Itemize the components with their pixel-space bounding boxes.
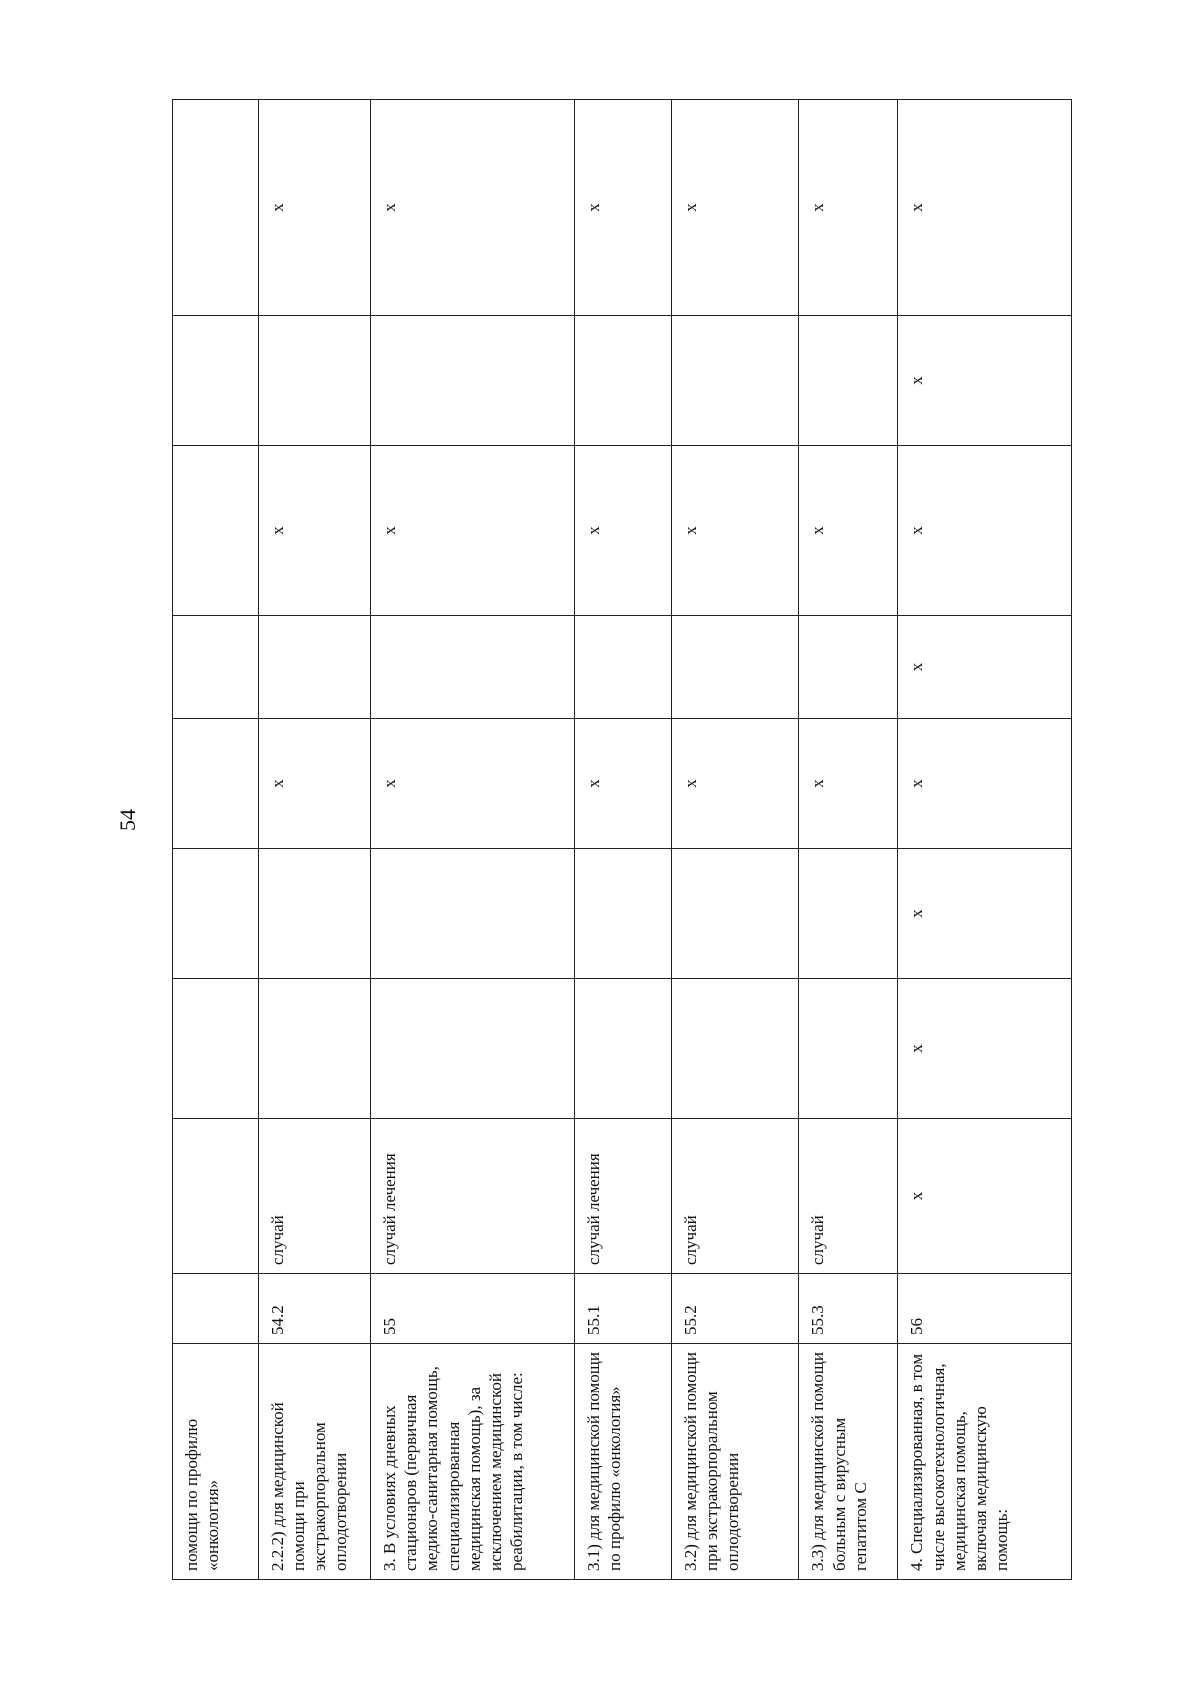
row-number-cell: 55 <box>370 1274 574 1344</box>
value-cell: х <box>258 719 370 849</box>
table-row <box>799 100 898 1580</box>
table-row <box>258 100 370 1580</box>
row-number-cell <box>173 1274 259 1344</box>
table-row <box>173 100 259 1580</box>
value-cell <box>671 979 798 1119</box>
value-cell: х <box>898 316 1072 446</box>
value-cell <box>575 849 672 979</box>
value-cell <box>173 849 259 979</box>
value-cell <box>370 616 574 719</box>
value-cell <box>173 316 259 446</box>
value-cell <box>799 849 898 979</box>
row-name-cell: 3.3) для медицинской помощи больным с вирусным гепатитом С <box>799 1344 898 1580</box>
value-cell: х <box>898 616 1072 719</box>
row-name-cell: 3. В условиях дневных стационаров (первичная медико-санитарная помощь, специализированная медицинская помощь), за исключением медицинской реабилитации, в том числе: <box>370 1344 574 1580</box>
value-cell <box>370 316 574 446</box>
value-cell <box>370 849 574 979</box>
unit-cell: х <box>898 1119 1072 1274</box>
value-cell <box>258 616 370 719</box>
table-row <box>575 100 672 1580</box>
row-number-cell: 55.1 <box>575 1274 672 1344</box>
value-cell <box>575 616 672 719</box>
row-number-cell: 55.2 <box>671 1274 798 1344</box>
row-name-cell: 2.2.2) для медицинской помощи при экстракорпоральном оплодотворении <box>258 1344 370 1580</box>
row-number-cell: 55.3 <box>799 1274 898 1344</box>
value-cell: х <box>671 446 798 616</box>
unit-cell: случай лечения <box>370 1119 574 1274</box>
table-row <box>671 100 798 1580</box>
value-cell: х <box>799 446 898 616</box>
value-cell <box>671 849 798 979</box>
value-cell: х <box>898 719 1072 849</box>
value-cell <box>671 316 798 446</box>
data-table <box>172 99 1072 1580</box>
value-cell: х <box>575 100 672 316</box>
value-cell: х <box>258 446 370 616</box>
page-number: 54 <box>115 809 140 831</box>
row-number-cell: 56 <box>898 1274 1072 1344</box>
value-cell <box>173 446 259 616</box>
value-cell: х <box>898 979 1072 1119</box>
value-cell <box>173 979 259 1119</box>
table-row <box>898 100 1072 1580</box>
value-cell <box>173 100 259 316</box>
value-cell <box>799 316 898 446</box>
value-cell <box>258 979 370 1119</box>
value-cell: х <box>370 446 574 616</box>
unit-cell: случай лечения <box>575 1119 672 1274</box>
value-cell: х <box>575 719 672 849</box>
value-cell: х <box>370 719 574 849</box>
row-name-cell: 3.2) для медицинской помощи при экстракорпоральном оплодотворении <box>671 1344 798 1580</box>
table-row <box>370 100 574 1580</box>
value-cell: х <box>671 100 798 316</box>
value-cell: х <box>799 100 898 316</box>
value-cell: х <box>671 719 798 849</box>
value-cell: х <box>898 446 1072 616</box>
value-cell: х <box>258 100 370 316</box>
value-cell <box>370 979 574 1119</box>
value-cell: х <box>799 719 898 849</box>
value-cell <box>575 316 672 446</box>
value-cell: х <box>898 100 1072 316</box>
value-cell <box>173 719 259 849</box>
rotated-table-wrapper <box>172 100 1072 1580</box>
value-cell: х <box>898 849 1072 979</box>
value-cell <box>575 979 672 1119</box>
unit-cell <box>173 1119 259 1274</box>
unit-cell: случай <box>258 1119 370 1274</box>
value-cell <box>671 616 798 719</box>
value-cell <box>258 316 370 446</box>
value-cell <box>258 849 370 979</box>
value-cell: х <box>370 100 574 316</box>
value-cell: х <box>575 446 672 616</box>
value-cell <box>173 616 259 719</box>
row-number-cell: 54.2 <box>258 1274 370 1344</box>
value-cell <box>799 979 898 1119</box>
unit-cell: случай <box>799 1119 898 1274</box>
unit-cell: случай <box>671 1119 798 1274</box>
row-name-cell: 4. Специализированная, в том числе высокотехнологичная, медицинская помощь, включая медицинскую помощь: <box>898 1344 1072 1580</box>
row-name-cell: 3.1) для медицинской помощи по профилю «онкология» <box>575 1344 672 1580</box>
row-name-cell: помощи по профилю «онкология» <box>173 1344 259 1580</box>
value-cell <box>799 616 898 719</box>
